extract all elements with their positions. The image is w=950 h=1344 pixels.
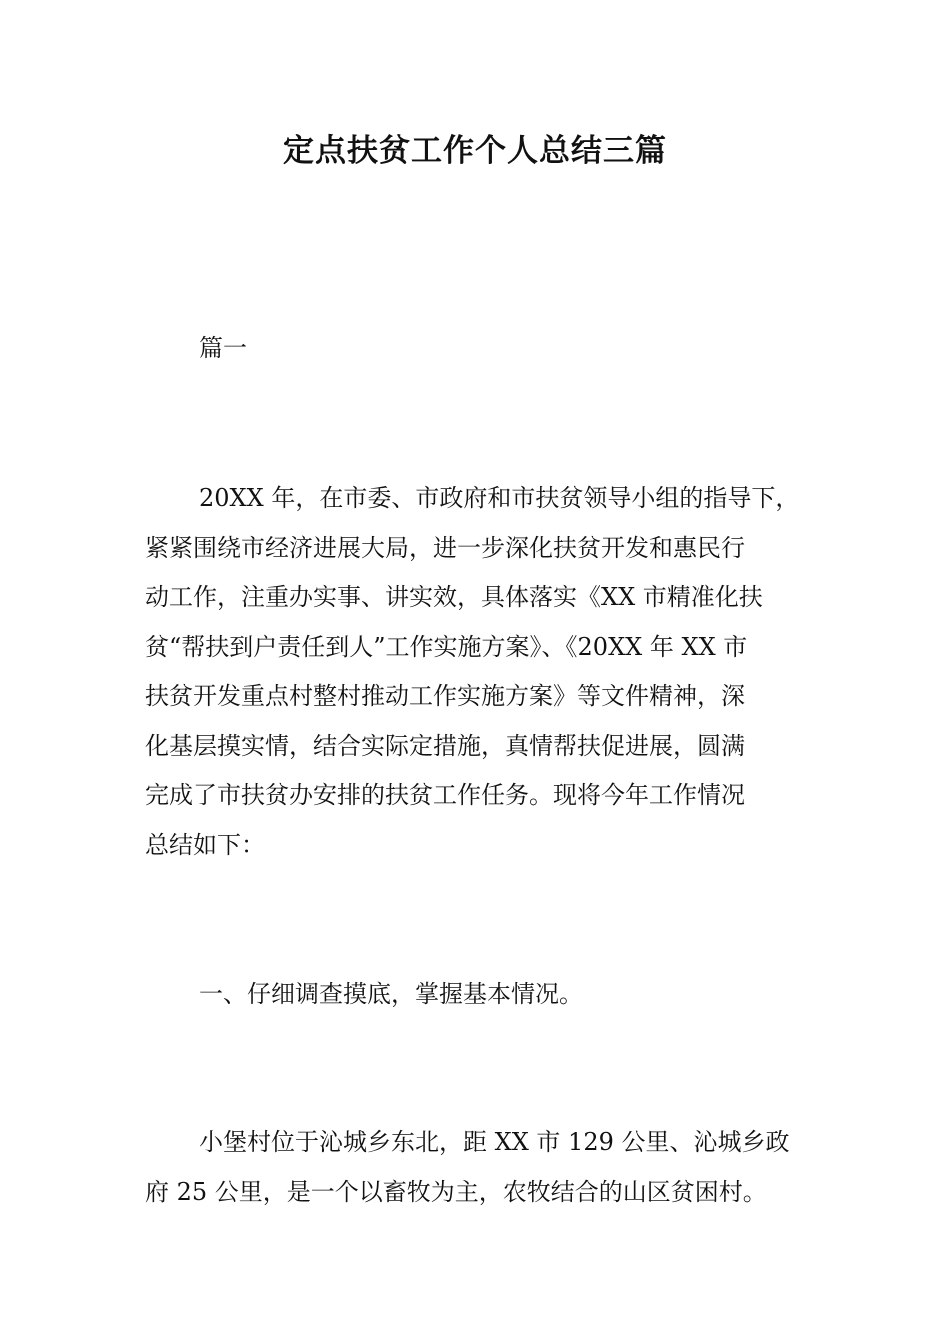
paragraph-intro [145,474,811,870]
paragraph-line: 府 25 公里，是一个以畜牧为主，农牧结合的山区贫困村。 [145,1177,767,1206]
paragraph-line: 总结如下： [145,830,265,859]
paragraph-line: 20XX 年，在市委、市政府和市扶贫领导小组的指导下， [199,484,800,512]
paragraph-line: 化基层摸实情，结合实际定措施，真情帮扶促进展，圆满 [145,731,745,760]
paragraph-line: 紧紧围绕市经济进展大局，进一步深化扶贫开发和惠民行 [145,533,745,562]
paragraph-line: 贫“帮扶到户责任到人”工作实施方案》、《20XX 年 XX 市 [145,632,748,661]
paragraph-line: 小堡村位于沁城乡东北，距 XX 市 129 公里、沁城乡政 [199,1128,790,1156]
section-heading: 一、仔细调查摸底，掌握基本情况。 [199,980,583,1008]
paragraph-village [145,1118,811,1217]
paragraph-line: 扶贫开发重点村整村推动工作实施方案》等文件精神，深 [145,682,745,710]
document-title: 定点扶贫工作个人总结三篇 [283,133,667,169]
paragraph-line: 动工作，注重办实事、讲实效，具体落实《XX 市精准化扶 [145,583,763,611]
section-label: 篇一 [199,334,247,362]
paragraph-line: 完成了市扶贫办安排的扶贫工作任务。现将今年工作情况 [145,781,745,809]
